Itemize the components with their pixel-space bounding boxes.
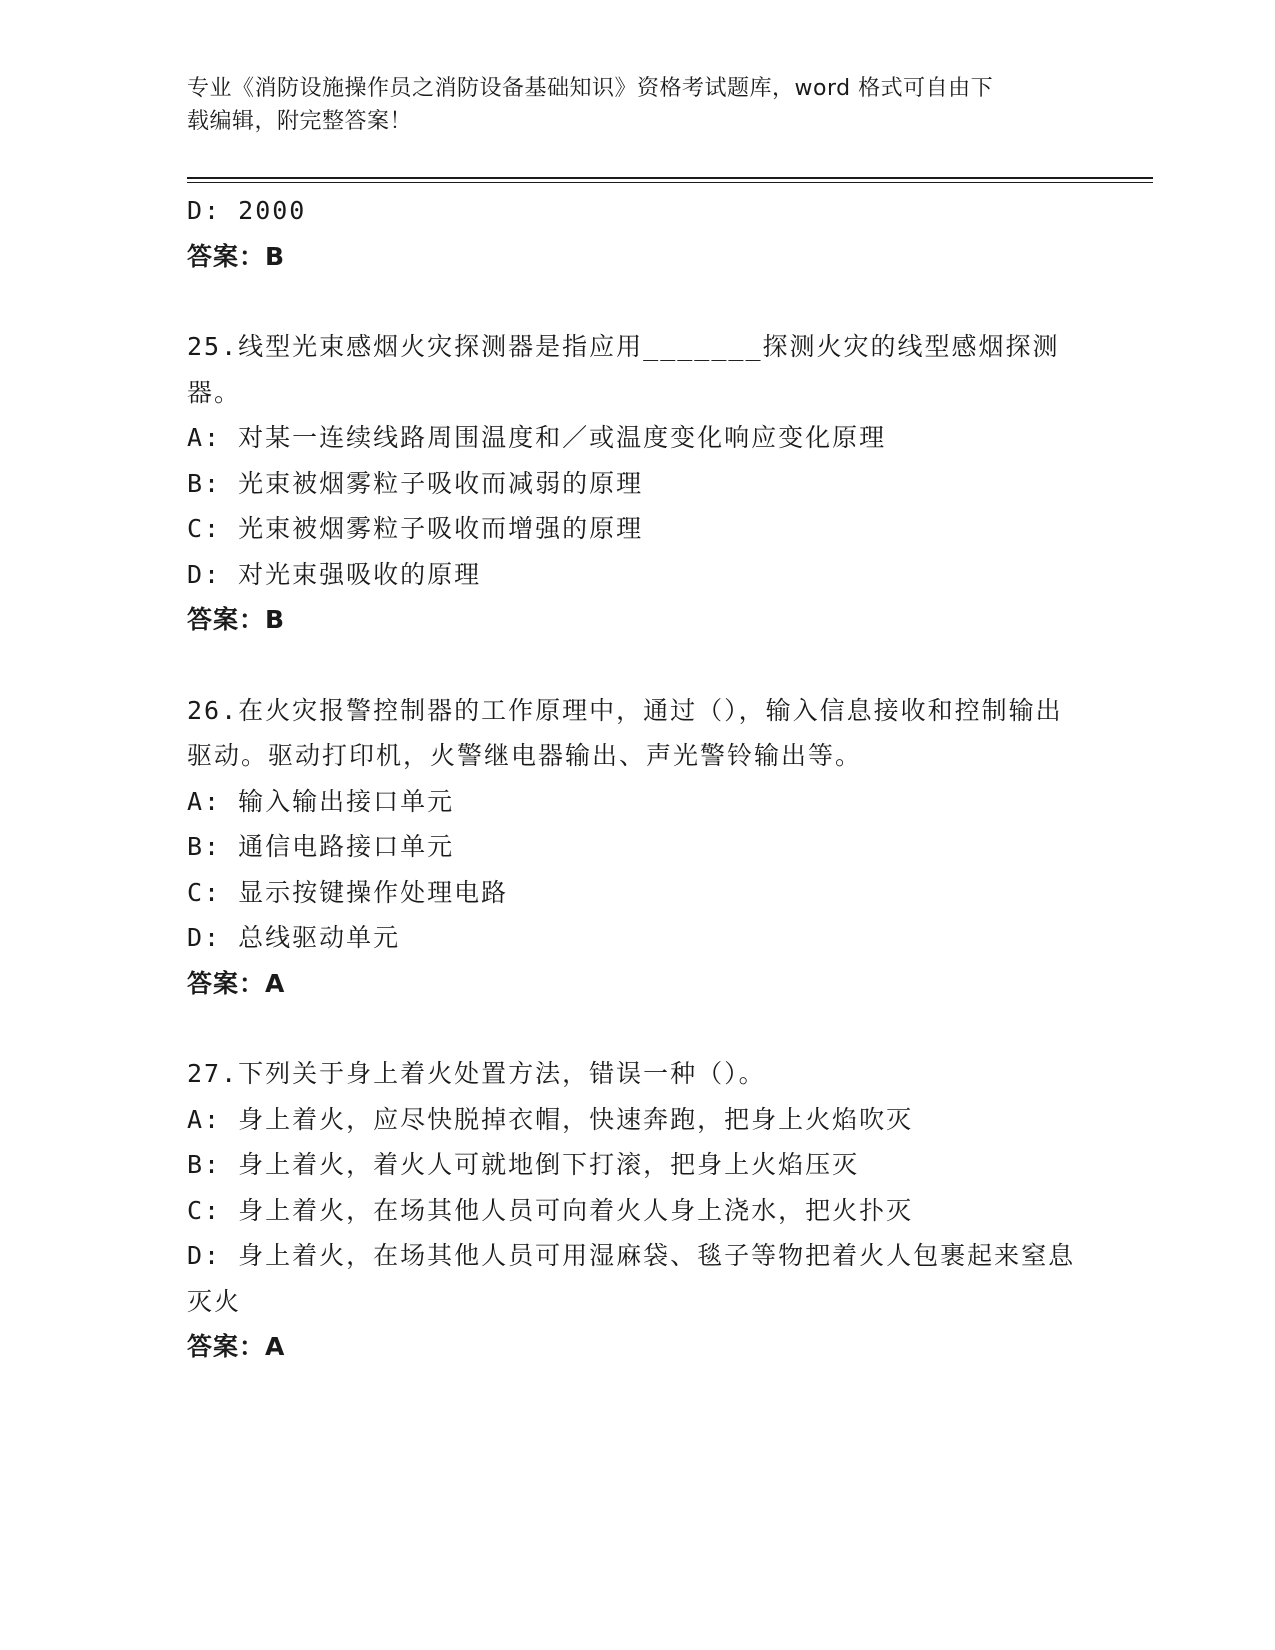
answer-line: 答案：B [187,241,286,271]
answer-line: 答案：A [187,1332,286,1361]
option-d: D: 2000 [187,196,307,225]
question-list [187,188,1087,1370]
option-a: A: 对某一连续线路周围温度和／或温度变化响应变化原理 [187,423,887,452]
answer-line: 答案：B [187,605,286,634]
option-d: D: 身上着火，在场其他人员可用湿麻袋、毯子等物把着火人包裹起来窒息灭火 [187,1241,1076,1316]
question-25 [187,324,1087,643]
option-a: A: 身上着火，应尽快脱掉衣帽，快速奔跑，把身上火焰吹灭 [187,1104,914,1134]
header-line-1: 专业《消防设施操作员之消防设备基础知识》资格考试题库，word 格式可自由下 [187,76,994,101]
previous-question-tail [187,188,1087,279]
option-d: D: 总线驱动单元 [187,923,401,952]
option-d: D: 对光束强吸收的原理 [187,559,482,589]
question-26 [187,688,1087,1007]
option-b: B: 通信电路接口单元 [187,832,455,861]
question-27 [187,1051,1087,1370]
option-b: B: 身上着火，着火人可就地倒下打滚，把身上火焰压灭 [187,1150,860,1179]
question-stem: 25.线型光束感烟火灾探测器是指应用_______探测火灾的线型感烟探测器。 [187,332,1060,407]
option-c: C: 身上着火，在场其他人员可向着火人身上浇水，把火扑灭 [187,1195,914,1225]
option-c: C: 光束被烟雾粒子吸收而增强的原理 [187,514,644,543]
option-a: A: 输入输出接口单元 [187,786,455,816]
header-divider-thin [187,182,1153,183]
page-header [187,72,1077,138]
option-c: C: 显示按键操作处理电路 [187,877,509,907]
question-stem: 27.下列关于身上着火处置方法，错误一种（）。 [187,1059,766,1088]
header-line-2: 载编辑，附完整答案！ [187,109,413,134]
question-stem: 26.在火灾报警控制器的工作原理中，通过（），输入信息接收和控制输出驱动。驱动打印机，火警继电器输出、声光警铃输出等。 [187,695,1063,770]
answer-line: 答案：A [187,968,286,998]
option-b: B: 光束被烟雾粒子吸收而减弱的原理 [187,468,644,498]
header-divider-thick [187,177,1153,179]
